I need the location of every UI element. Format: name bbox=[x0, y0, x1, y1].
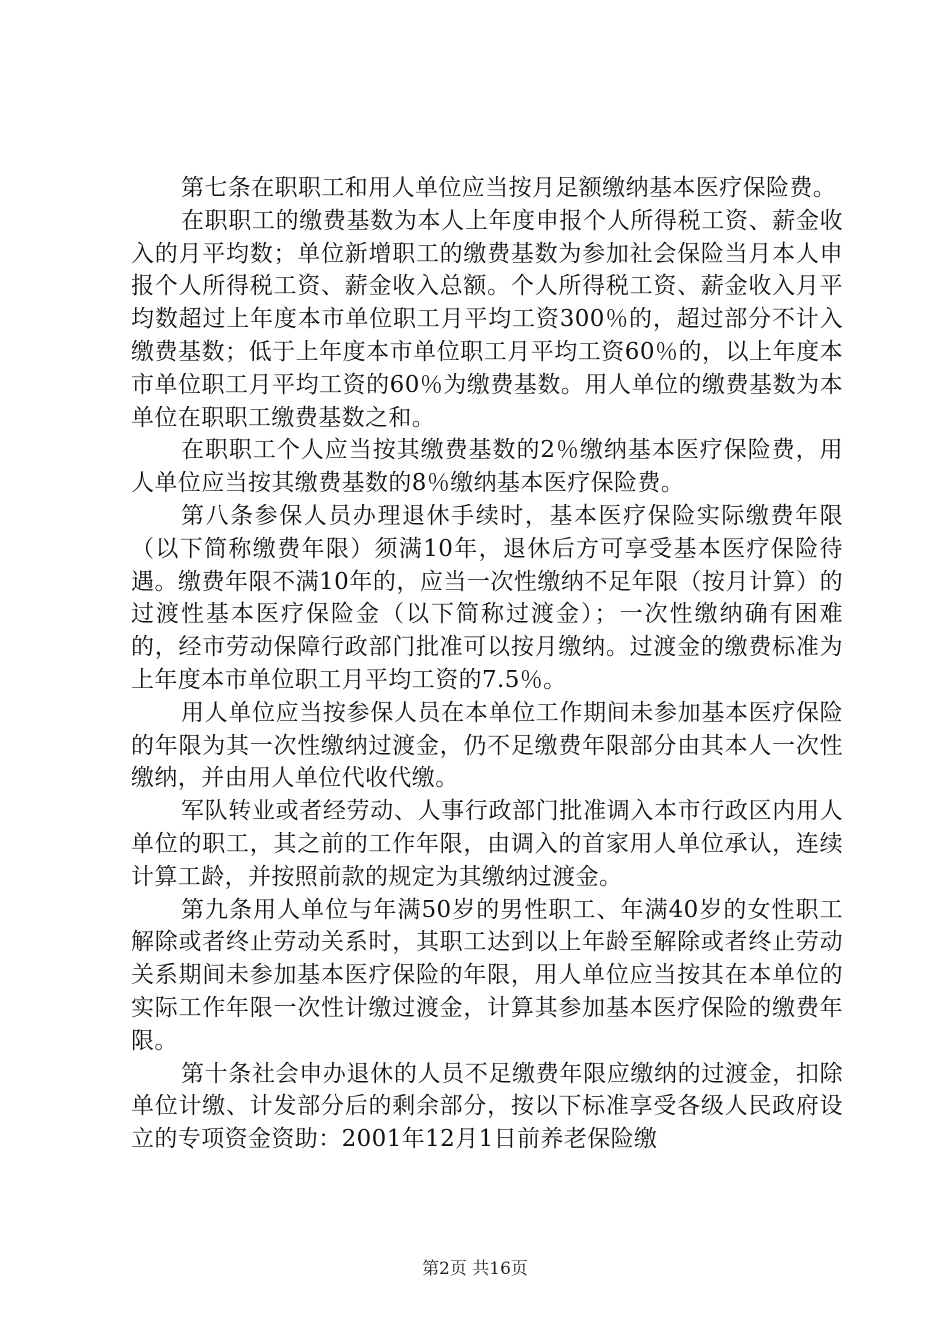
paragraph-contribution-base: 在职职工的缴费基数为本人上年度申报个人所得税工资、薪金收入的月平均数；单位新增职工的缴费基数为参加社会保险当月本人申报个人所得税工资、薪金收入总额。个人所得税工资、薪金收入月平均数超过上年度本市单位职工月平均工资300％的，超过部分不计入缴费基数；低于上年度本市单位职工月平均工资60％的，以上年度本市单位职工月平均工资的60％为缴费基数。用人单位的缴费基数为本单位在职职工缴费基数之和。 bbox=[131, 207, 843, 431]
paragraph-article-8: 第八条参保人员办理退休手续时，基本医疗保险实际缴费年限（以下简称缴费年限）须满10年，退休后方可享受基本医疗保险待遇。缴费年限不满10年的，应当一次性缴纳不足年限（按月计算）的过渡性基本医疗保险金（以下简称过渡金）；一次性缴纳确有困难的，经市劳动保障行政部门批准可以按月缴纳。过渡金的缴费标准为上年度本市单位职工月平均工资的7.5％。 bbox=[131, 502, 843, 693]
paragraph-contribution-rate: 在职职工个人应当按其缴费基数的2％缴纳基本医疗保险费，用人单位应当按其缴费基数的8％缴纳基本医疗保险费。 bbox=[131, 437, 843, 497]
paragraph-article-10: 第十条社会申办退休的人员不足缴费年限应缴纳的过渡金，扣除单位计缴、计发部分后的剩余部分，按以下标准享受各级人民政府设立的专项资金资助：2001年12月1日前养老保险缴 bbox=[131, 1060, 843, 1153]
paragraph-employer-transition-fund: 用人单位应当按参保人员在本单位工作期间未参加基本医疗保险的年限为其一次性缴纳过渡金，仍不足缴费年限部分由其本人一次性缴纳，并由用人单位代收代缴。 bbox=[131, 699, 843, 792]
page-number-footer: 第2页 共16页 bbox=[422, 1259, 528, 1279]
document-body bbox=[131, 172, 843, 1156]
paragraph-military-transfer: 军队转业或者经劳动、人事行政部门批准调入本市行政区内用人单位的职工，其之前的工作年限，由调入的首家用人单位承认，连续计算工龄，并按照前款的规定为其缴纳过渡金。 bbox=[131, 798, 843, 890]
paragraph-article-7: 第七条在职职工和用人单位应当按月足额缴纳基本医疗保险费。 bbox=[181, 175, 837, 201]
paragraph-article-9: 第九条用人单位与年满50岁的男性职工、年满40岁的女性职工解除或者终止劳动关系时，其职工达到以上年龄至解除或者终止劳动关系期间未参加基本医疗保险的年限，用人单位应当按其在本单位的实际工作年限一次性计缴过渡金，计算其参加基本医疗保险的缴费年限。 bbox=[131, 896, 843, 1054]
